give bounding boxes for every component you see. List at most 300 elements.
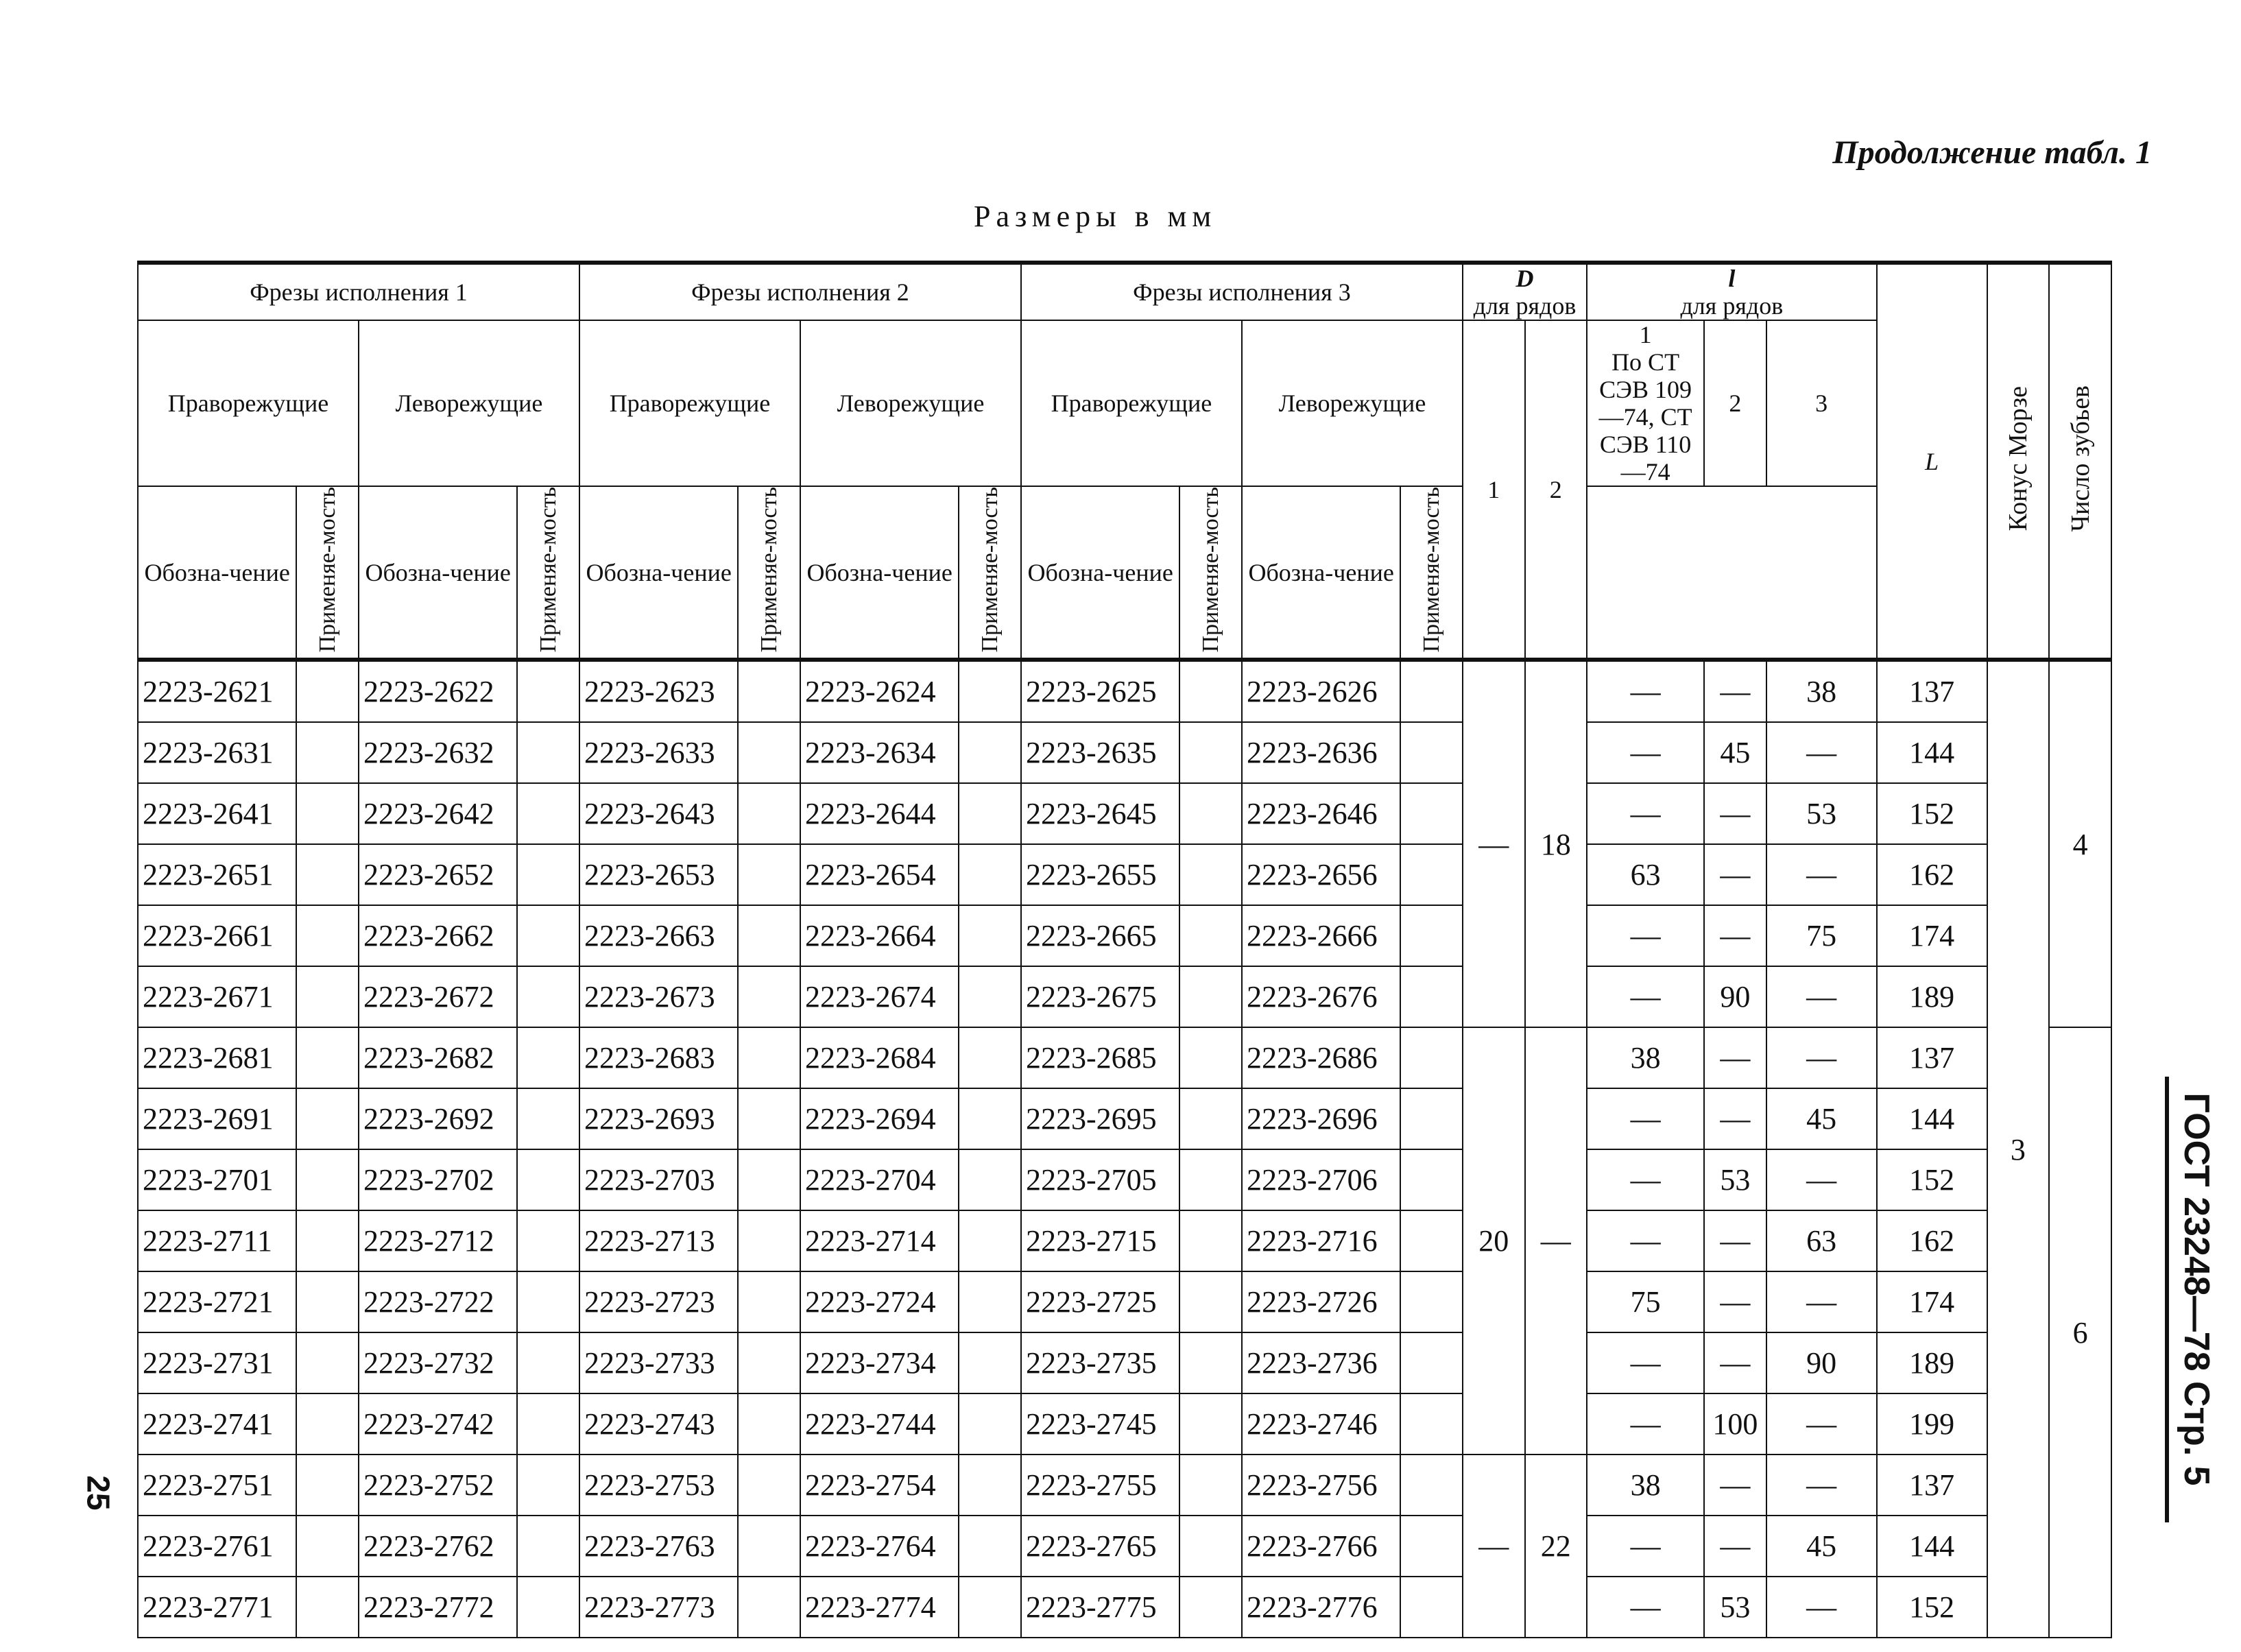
applicability-cell	[517, 722, 579, 783]
designation-cell: 2223-2691	[138, 1088, 296, 1149]
applicability-cell	[959, 905, 1021, 966]
applicability-cell	[738, 783, 800, 844]
applicability-cell	[517, 1516, 579, 1577]
designation-cell: 2223-2724	[800, 1271, 959, 1332]
applicability-cell	[1179, 844, 1242, 905]
applicability-cell	[1400, 1027, 1463, 1088]
designation-cell: 2223-2674	[800, 966, 959, 1027]
applicability-cell	[738, 660, 800, 722]
applicability-cell	[738, 1210, 800, 1271]
designation-cell: 2223-2634	[800, 722, 959, 783]
l-row2-value: —	[1704, 1455, 1766, 1516]
designation-cell: 2223-2756	[1242, 1455, 1400, 1516]
table-row	[138, 1516, 2111, 1577]
designation-cell: 2223-2721	[138, 1271, 296, 1332]
designation-cell: 2223-2631	[138, 722, 296, 783]
applicability-cell	[1400, 660, 1463, 722]
big-l-value: 189	[1877, 966, 1987, 1027]
applicability-cell	[1179, 1027, 1242, 1088]
l-row1-value: —	[1587, 722, 1704, 783]
l-row2-value: —	[1704, 905, 1766, 966]
designation-cell: 2223-2665	[1021, 905, 1179, 966]
designation-cell: 2223-2745	[1021, 1393, 1179, 1455]
designation-cell: 2223-2655	[1021, 844, 1179, 905]
applicability-cell	[1179, 966, 1242, 1027]
l-row2-value: —	[1704, 783, 1766, 844]
designation-cell: 2223-2754	[800, 1455, 959, 1516]
applicability-label: Применяе-мость	[1197, 487, 1223, 653]
designation-cell: 2223-2641	[138, 783, 296, 844]
l-row3-value: 90	[1766, 1332, 1877, 1393]
morse-label: Конус Морзе	[2003, 386, 2033, 531]
designation-cell: 2223-2774	[800, 1577, 959, 1638]
big-l-value: 174	[1877, 1271, 1987, 1332]
applicability-cell	[517, 1577, 579, 1638]
big-l-value: 144	[1877, 1088, 1987, 1149]
applicability-cell	[296, 1516, 359, 1577]
applicability-label: Применяе-мость	[535, 487, 561, 653]
applicability-cell	[959, 966, 1021, 1027]
applicability-cell	[738, 722, 800, 783]
designation-cell: 2223-2673	[579, 966, 738, 1027]
applicability-cell	[738, 905, 800, 966]
big-l-header: L	[1877, 263, 1987, 660]
designation-cell: 2223-2676	[1242, 966, 1400, 1027]
applicability-cell	[296, 966, 359, 1027]
designation-cell: 2223-2696	[1242, 1088, 1400, 1149]
l-row1-value: 38	[1587, 1027, 1704, 1088]
designation-cell: 2223-2711	[138, 1210, 296, 1271]
designation-cell: 2223-2704	[800, 1149, 959, 1210]
table-row	[138, 1455, 2111, 1516]
table-row	[138, 1088, 2111, 1149]
applicability-cell	[738, 1393, 800, 1455]
designation-cell: 2223-2672	[359, 966, 517, 1027]
designation-cell: 2223-2645	[1021, 783, 1179, 844]
g2-right-designation: Обозна-чение	[579, 486, 738, 660]
applicability-cell	[1400, 1577, 1463, 1638]
applicability-cell	[517, 660, 579, 722]
applicability-cell	[959, 783, 1021, 844]
big-l-value: 162	[1877, 844, 1987, 905]
applicability-cell	[738, 1516, 800, 1577]
applicability-cell	[738, 1088, 800, 1149]
applicability-cell	[1400, 844, 1463, 905]
applicability-cell	[296, 1210, 359, 1271]
g3-left-cut: Леворежущие	[1242, 320, 1463, 486]
designation-cell: 2223-2752	[359, 1455, 517, 1516]
applicability-cell	[1179, 905, 1242, 966]
designation-cell: 2223-2743	[579, 1393, 738, 1455]
morse-value: 3	[1987, 660, 2050, 1638]
applicability-cell	[1179, 1393, 1242, 1455]
applicability-cell	[517, 1393, 579, 1455]
g3-right-designation: Обозна-чение	[1021, 486, 1179, 660]
d-row2-value: 18	[1525, 660, 1587, 1027]
designation-cell: 2223-2771	[138, 1577, 296, 1638]
group-1-header: Фрезы исполнения 1	[138, 263, 579, 320]
l-row3-value: —	[1766, 1149, 1877, 1210]
teeth-value: 6	[2049, 1027, 2111, 1638]
designation-cell: 2223-2765	[1021, 1516, 1179, 1577]
designation-cell: 2223-2726	[1242, 1271, 1400, 1332]
standard-text: ГОСТ 23248—78 Стр. 5	[2177, 1092, 2216, 1486]
g1-left-applicability	[517, 486, 579, 660]
l-header	[1587, 263, 1877, 320]
applicability-cell	[296, 660, 359, 722]
table-row	[138, 1210, 2111, 1271]
applicability-cell	[738, 1455, 800, 1516]
designation-cell: 2223-2686	[1242, 1027, 1400, 1088]
designation-cell: 2223-2621	[138, 660, 296, 722]
designation-cell: 2223-2682	[359, 1027, 517, 1088]
applicability-cell	[296, 905, 359, 966]
designation-cell: 2223-2736	[1242, 1332, 1400, 1393]
applicability-cell	[959, 1332, 1021, 1393]
big-l-value: 144	[1877, 722, 1987, 783]
designation-cell: 2223-2733	[579, 1332, 738, 1393]
l-row3-value: —	[1766, 1027, 1877, 1088]
applicability-cell	[296, 1393, 359, 1455]
l-row2-value: 45	[1704, 722, 1766, 783]
designation-cell: 2223-2715	[1021, 1210, 1179, 1271]
l-row2-value: —	[1704, 660, 1766, 722]
g3-right-applicability	[1179, 486, 1242, 660]
designation-cell: 2223-2622	[359, 660, 517, 722]
applicability-cell	[1179, 1088, 1242, 1149]
group-2-header: Фрезы исполнения 2	[579, 263, 1021, 320]
l-row3-value: 53	[1766, 783, 1877, 844]
designation-cell: 2223-2675	[1021, 966, 1179, 1027]
applicability-cell	[959, 722, 1021, 783]
applicability-cell	[517, 1027, 579, 1088]
big-l-value: 189	[1877, 1332, 1987, 1393]
designation-cell: 2223-2662	[359, 905, 517, 966]
designation-cell: 2223-2722	[359, 1271, 517, 1332]
applicability-cell	[959, 1271, 1021, 1332]
cutters-dimension-table	[137, 261, 2112, 1638]
g2-right-applicability	[738, 486, 800, 660]
l-row-1	[1587, 320, 1704, 486]
g1-left-designation: Обозна-чение	[359, 486, 517, 660]
applicability-cell	[1179, 722, 1242, 783]
applicability-cell	[1179, 783, 1242, 844]
big-l-value: 144	[1877, 1516, 1987, 1577]
table-row	[138, 844, 2111, 905]
l-row3-value: —	[1766, 1577, 1877, 1638]
designation-cell: 2223-2773	[579, 1577, 738, 1638]
applicability-cell	[1179, 1271, 1242, 1332]
g2-left-applicability	[959, 486, 1021, 660]
g3-left-applicability	[1400, 486, 1463, 660]
table-row	[138, 1271, 2111, 1332]
designation-cell: 2223-2633	[579, 722, 738, 783]
designation-cell: 2223-2663	[579, 905, 738, 966]
applicability-cell	[1400, 1149, 1463, 1210]
l-rows-text: для рядов	[1680, 292, 1784, 320]
applicability-cell	[738, 1577, 800, 1638]
designation-cell: 2223-2681	[138, 1027, 296, 1088]
l-symbol: l	[1728, 265, 1736, 292]
l-row1-value: 38	[1587, 1455, 1704, 1516]
table-row	[138, 1027, 2111, 1088]
designation-cell: 2223-2701	[138, 1149, 296, 1210]
designation-cell: 2223-2702	[359, 1149, 517, 1210]
designation-cell: 2223-2666	[1242, 905, 1400, 966]
teeth-value: 4	[2049, 660, 2111, 1027]
designation-cell: 2223-2775	[1021, 1577, 1179, 1638]
designation-cell: 2223-2625	[1021, 660, 1179, 722]
applicability-cell	[296, 1271, 359, 1332]
applicability-label: Применяе-мость	[756, 487, 782, 653]
l-row2-value: —	[1704, 844, 1766, 905]
applicability-cell	[738, 1332, 800, 1393]
big-l-value: 199	[1877, 1393, 1987, 1455]
g1-right-designation: Обозна-чение	[138, 486, 296, 660]
applicability-cell	[296, 1088, 359, 1149]
g1-left-cut: Леворежущие	[359, 320, 579, 486]
applicability-cell	[1400, 905, 1463, 966]
applicability-cell	[1400, 1210, 1463, 1271]
l-row3-value: 75	[1766, 905, 1877, 966]
applicability-cell	[1400, 783, 1463, 844]
big-l-value: 152	[1877, 1577, 1987, 1638]
designation-cell: 2223-2731	[138, 1332, 296, 1393]
designation-cell: 2223-2753	[579, 1455, 738, 1516]
big-l-value: 152	[1877, 1149, 1987, 1210]
g2-left-designation: Обозна-чение	[800, 486, 959, 660]
designation-cell: 2223-2762	[359, 1516, 517, 1577]
d-row2-value: —	[1525, 1027, 1587, 1455]
l-row3-value: —	[1766, 1455, 1877, 1516]
designation-cell: 2223-2623	[579, 660, 738, 722]
designation-cell: 2223-2636	[1242, 722, 1400, 783]
table-row	[138, 722, 2111, 783]
d-row1-value: —	[1463, 1455, 1525, 1638]
applicability-cell	[517, 783, 579, 844]
designation-cell: 2223-2652	[359, 844, 517, 905]
designation-cell: 2223-2776	[1242, 1577, 1400, 1638]
margin-standard-label	[2172, 1077, 2220, 1502]
l-row1-value: —	[1587, 783, 1704, 844]
applicability-cell	[1400, 1393, 1463, 1455]
designation-cell: 2223-2735	[1021, 1332, 1179, 1393]
designation-cell: 2223-2744	[800, 1393, 959, 1455]
g1-right-cut: Праворежущие	[138, 320, 359, 486]
designation-cell: 2223-2751	[138, 1455, 296, 1516]
designation-cell: 2223-2653	[579, 844, 738, 905]
page-number: 25	[80, 1475, 117, 1511]
l-row2-value: —	[1704, 1516, 1766, 1577]
applicability-cell	[517, 1455, 579, 1516]
designation-cell: 2223-2764	[800, 1516, 959, 1577]
applicability-cell	[1400, 966, 1463, 1027]
table-row	[138, 966, 2111, 1027]
designation-cell: 2223-2626	[1242, 660, 1400, 722]
designation-cell: 2223-2684	[800, 1027, 959, 1088]
applicability-cell	[1179, 1577, 1242, 1638]
applicability-cell	[959, 1210, 1021, 1271]
designation-cell: 2223-2713	[579, 1210, 738, 1271]
l-row2-value: —	[1704, 1271, 1766, 1332]
designation-cell: 2223-2694	[800, 1088, 959, 1149]
big-l-value: 174	[1877, 905, 1987, 966]
l-row1-value: 63	[1587, 844, 1704, 905]
l-row1-value: —	[1587, 1577, 1704, 1638]
applicability-cell	[296, 1149, 359, 1210]
l-row2-value: —	[1704, 1332, 1766, 1393]
l-row3-value: —	[1766, 966, 1877, 1027]
table-row	[138, 905, 2111, 966]
designation-cell: 2223-2714	[800, 1210, 959, 1271]
l-row3-value: —	[1766, 722, 1877, 783]
applicability-cell	[959, 1149, 1021, 1210]
designation-cell: 2223-2723	[579, 1271, 738, 1332]
applicability-label: Применяе-мость	[976, 487, 1003, 653]
designation-cell: 2223-2632	[359, 722, 517, 783]
applicability-cell	[1400, 1271, 1463, 1332]
l-row2-value: —	[1704, 1088, 1766, 1149]
table-body	[138, 660, 2111, 1638]
big-l-value: 137	[1877, 660, 1987, 722]
designation-cell: 2223-2706	[1242, 1149, 1400, 1210]
applicability-cell	[517, 1149, 579, 1210]
applicability-cell	[517, 844, 579, 905]
g3-right-cut: Праворежущие	[1021, 320, 1242, 486]
big-l-value: 152	[1877, 783, 1987, 844]
d-row-1: 1	[1463, 320, 1525, 660]
applicability-cell	[296, 1332, 359, 1393]
designation-cell: 2223-2741	[138, 1393, 296, 1455]
group-3-header: Фрезы исполнения 3	[1021, 263, 1463, 320]
applicability-cell	[959, 1455, 1021, 1516]
designation-cell: 2223-2664	[800, 905, 959, 966]
g2-left-cut: Леворежущие	[800, 320, 1021, 486]
applicability-cell	[1179, 1149, 1242, 1210]
table-row	[138, 1149, 2111, 1210]
l-row2-value: 90	[1704, 966, 1766, 1027]
l-row3-value: —	[1766, 844, 1877, 905]
applicability-cell	[738, 1271, 800, 1332]
designation-cell: 2223-2685	[1021, 1027, 1179, 1088]
designation-cell: 2223-2643	[579, 783, 738, 844]
applicability-cell	[517, 1088, 579, 1149]
big-l-value: 137	[1877, 1027, 1987, 1088]
l-row1-value: 75	[1587, 1271, 1704, 1332]
applicability-cell	[296, 1577, 359, 1638]
applicability-cell	[959, 1027, 1021, 1088]
l-row3-value: 38	[1766, 660, 1877, 722]
applicability-cell	[517, 966, 579, 1027]
designation-cell: 2223-2635	[1021, 722, 1179, 783]
l-row1-value: —	[1587, 660, 1704, 722]
l-row2-value: —	[1704, 1027, 1766, 1088]
designation-cell: 2223-2692	[359, 1088, 517, 1149]
d-header	[1463, 263, 1587, 320]
table-row	[138, 783, 2111, 844]
designation-cell: 2223-2683	[579, 1027, 738, 1088]
designation-cell: 2223-2695	[1021, 1088, 1179, 1149]
applicability-cell	[1400, 1455, 1463, 1516]
designation-cell: 2223-2703	[579, 1149, 738, 1210]
applicability-cell	[738, 966, 800, 1027]
d-rows-text: для рядов	[1473, 292, 1577, 320]
l-row1-value: —	[1587, 1516, 1704, 1577]
designation-cell: 2223-2642	[359, 783, 517, 844]
applicability-cell	[517, 1332, 579, 1393]
table-row	[138, 1577, 2111, 1638]
l-row3-value: 45	[1766, 1088, 1877, 1149]
applicability-cell	[959, 1516, 1021, 1577]
table-continuation-label: Продолжение табл. 1	[1832, 134, 2152, 171]
applicability-cell	[959, 1088, 1021, 1149]
designation-cell: 2223-2705	[1021, 1149, 1179, 1210]
l-row1-value: —	[1587, 1088, 1704, 1149]
designation-cell: 2223-2671	[138, 966, 296, 1027]
designation-cell: 2223-2661	[138, 905, 296, 966]
applicability-cell	[517, 1210, 579, 1271]
designation-cell: 2223-2742	[359, 1393, 517, 1455]
applicability-cell	[296, 783, 359, 844]
applicability-cell	[296, 1455, 359, 1516]
designation-cell: 2223-2624	[800, 660, 959, 722]
designation-cell: 2223-2755	[1021, 1455, 1179, 1516]
l-row2-value: 53	[1704, 1149, 1766, 1210]
table-row	[138, 660, 2111, 722]
designation-cell: 2223-2772	[359, 1577, 517, 1638]
l-row3-value: 63	[1766, 1210, 1877, 1271]
d-row1-value: 20	[1463, 1027, 1525, 1455]
designation-cell: 2223-2766	[1242, 1516, 1400, 1577]
designation-cell: 2223-2712	[359, 1210, 517, 1271]
big-l-value: 162	[1877, 1210, 1987, 1271]
d-row1-value: —	[1463, 660, 1525, 1027]
g2-right-cut: Праворежущие	[579, 320, 800, 486]
applicability-cell	[1179, 1516, 1242, 1577]
applicability-cell	[296, 844, 359, 905]
applicability-cell	[296, 722, 359, 783]
d-symbol: D	[1515, 265, 1534, 292]
applicability-cell	[738, 1149, 800, 1210]
applicability-cell	[738, 844, 800, 905]
l-row1-value: —	[1587, 1393, 1704, 1455]
applicability-cell	[959, 1393, 1021, 1455]
designation-cell: 2223-2644	[800, 783, 959, 844]
designation-cell: 2223-2734	[800, 1332, 959, 1393]
l-row-3: 3	[1766, 320, 1877, 486]
teeth-label: Число зубьев	[2065, 385, 2095, 532]
applicability-cell	[738, 1027, 800, 1088]
applicability-cell	[959, 1577, 1021, 1638]
l-row3-value: 45	[1766, 1516, 1877, 1577]
designation-cell: 2223-2656	[1242, 844, 1400, 905]
l-row-1-standard: По СТ СЭВ 109—74, СТ СЭВ 110—74	[1598, 348, 1692, 486]
designation-cell: 2223-2716	[1242, 1210, 1400, 1271]
teeth-header	[2049, 263, 2111, 660]
l-row1-value: —	[1587, 1149, 1704, 1210]
l-row-1-number: 1	[1639, 321, 1652, 348]
g1-right-applicability	[296, 486, 359, 660]
applicability-cell	[1179, 1455, 1242, 1516]
applicability-cell	[1400, 1516, 1463, 1577]
designation-cell: 2223-2761	[138, 1516, 296, 1577]
designation-cell: 2223-2732	[359, 1332, 517, 1393]
l-row-2: 2	[1704, 320, 1766, 486]
applicability-cell	[1179, 1332, 1242, 1393]
designation-cell: 2223-2651	[138, 844, 296, 905]
designation-cell: 2223-2725	[1021, 1271, 1179, 1332]
applicability-cell	[1400, 722, 1463, 783]
